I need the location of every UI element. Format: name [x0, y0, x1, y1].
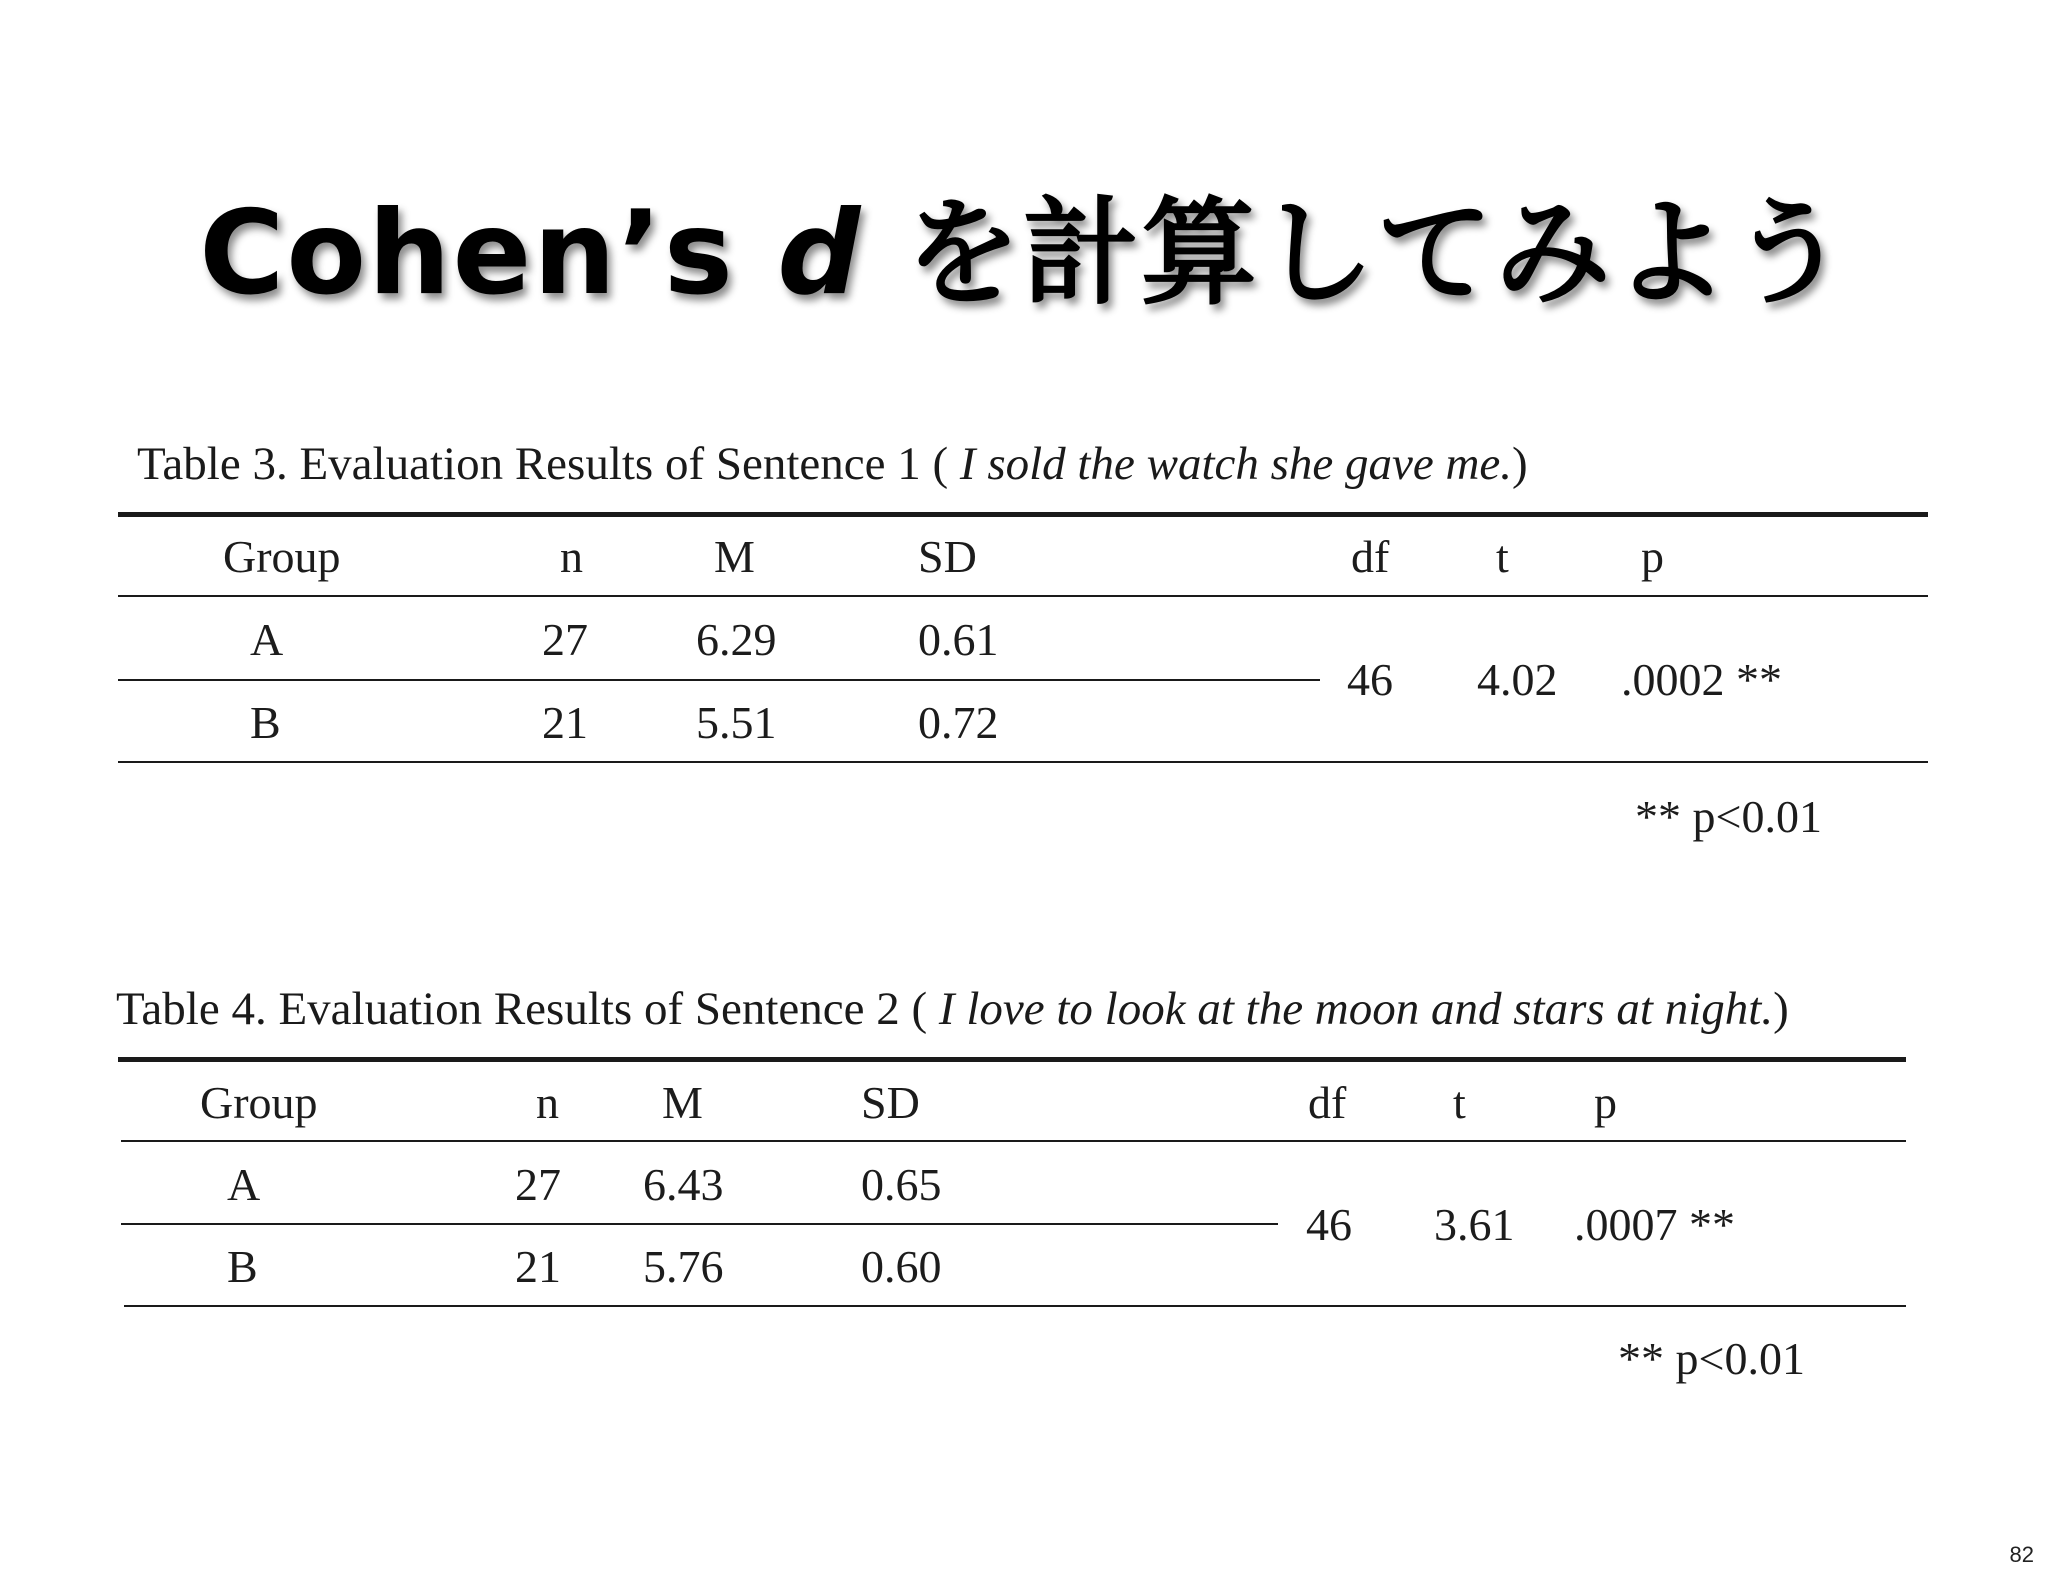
table-3-header-t: t: [1496, 531, 1509, 582]
table-3-caption-prefix: Table 3. Evaluation Results of Sentence 1 (: [137, 438, 960, 490]
table-4-header-sd: SD: [861, 1077, 920, 1128]
table-4-t: 3.61: [1434, 1199, 1515, 1250]
table-3-header-p: p: [1641, 531, 1664, 582]
table-4-header-n: n: [536, 1077, 559, 1128]
table-3-caption-suffix: ): [1512, 438, 1528, 490]
table-4-header-group: Group: [200, 1077, 318, 1128]
table-4-row-b-sd: 0.60: [861, 1241, 942, 1292]
table-3-t: 4.02: [1477, 654, 1558, 705]
table-4-row-a-sd: 0.65: [861, 1159, 942, 1210]
slide-title: [0, 160, 2048, 327]
table-3-header-rule: [118, 595, 1928, 597]
slide-title-prefix: Cohen’s: [199, 186, 778, 321]
table-4-caption: [116, 982, 1789, 1036]
table-4-row-divider: [121, 1223, 1278, 1225]
table-3-header-n: n: [560, 531, 583, 582]
table-4-p: .0007 **: [1574, 1199, 1735, 1250]
table-4-top-rule: [118, 1057, 1906, 1062]
slide-title-italic-d: d: [777, 186, 863, 321]
table-3-row-a-group: A: [250, 614, 284, 665]
table-4-caption-sentence: I love to look at the moon and stars at night.: [938, 983, 1774, 1035]
table-3-row-divider: [118, 679, 1320, 681]
table-4-header-p: p: [1594, 1077, 1617, 1128]
table-4-bottom-rule: [124, 1305, 1906, 1307]
table-4-header-df: df: [1308, 1077, 1347, 1128]
table-3-header-df: df: [1351, 531, 1390, 582]
table-3-row-b-sd: 0.72: [918, 697, 999, 748]
table-3-p: .0002 **: [1621, 654, 1782, 705]
page-number: 82: [2009, 1542, 2034, 1567]
table-4-row-a-n: 27: [515, 1159, 561, 1210]
table-3-df: 46: [1347, 654, 1393, 705]
table-4-note: ** p<0.01: [1618, 1333, 1805, 1384]
table-3-caption-sentence: I sold the watch she gave me.: [959, 438, 1513, 490]
table-4-row-b-n: 21: [515, 1241, 561, 1292]
table-3-row-b-n: 21: [542, 697, 588, 748]
table-3-row-b-m: 5.51: [696, 697, 777, 748]
table-3-caption: [137, 437, 1528, 491]
table-3-row-a-m: 6.29: [696, 614, 777, 665]
table-3-row-a-n: 27: [542, 614, 588, 665]
table-4-row-a-group: A: [227, 1159, 261, 1210]
table-4-df: 46: [1306, 1199, 1352, 1250]
table-4-caption-suffix: ): [1773, 983, 1789, 1035]
table-4-header-t: t: [1453, 1077, 1466, 1128]
table-3-row-b-group: B: [250, 697, 281, 748]
table-4-row-b-group: B: [227, 1241, 258, 1292]
slide-title-suffix: を計算してみよう: [862, 186, 1849, 321]
table-4-caption-prefix: Table 4. Evaluation Results of Sentence 2 (: [116, 983, 939, 1035]
table-3-bottom-rule: [118, 761, 1928, 763]
table-3-note: ** p<0.01: [1635, 791, 1822, 842]
table-3-header-group: Group: [223, 531, 341, 582]
table-3-top-rule: [118, 512, 1928, 517]
table-4-row-a-m: 6.43: [643, 1159, 724, 1210]
table-4-header-m: M: [662, 1077, 703, 1128]
table-3-header-m: M: [714, 531, 755, 582]
table-3-row-a-sd: 0.61: [918, 614, 999, 665]
table-3-header-sd: SD: [918, 531, 977, 582]
table-4-row-b-m: 5.76: [643, 1241, 724, 1292]
table-4-header-rule: [121, 1140, 1906, 1142]
